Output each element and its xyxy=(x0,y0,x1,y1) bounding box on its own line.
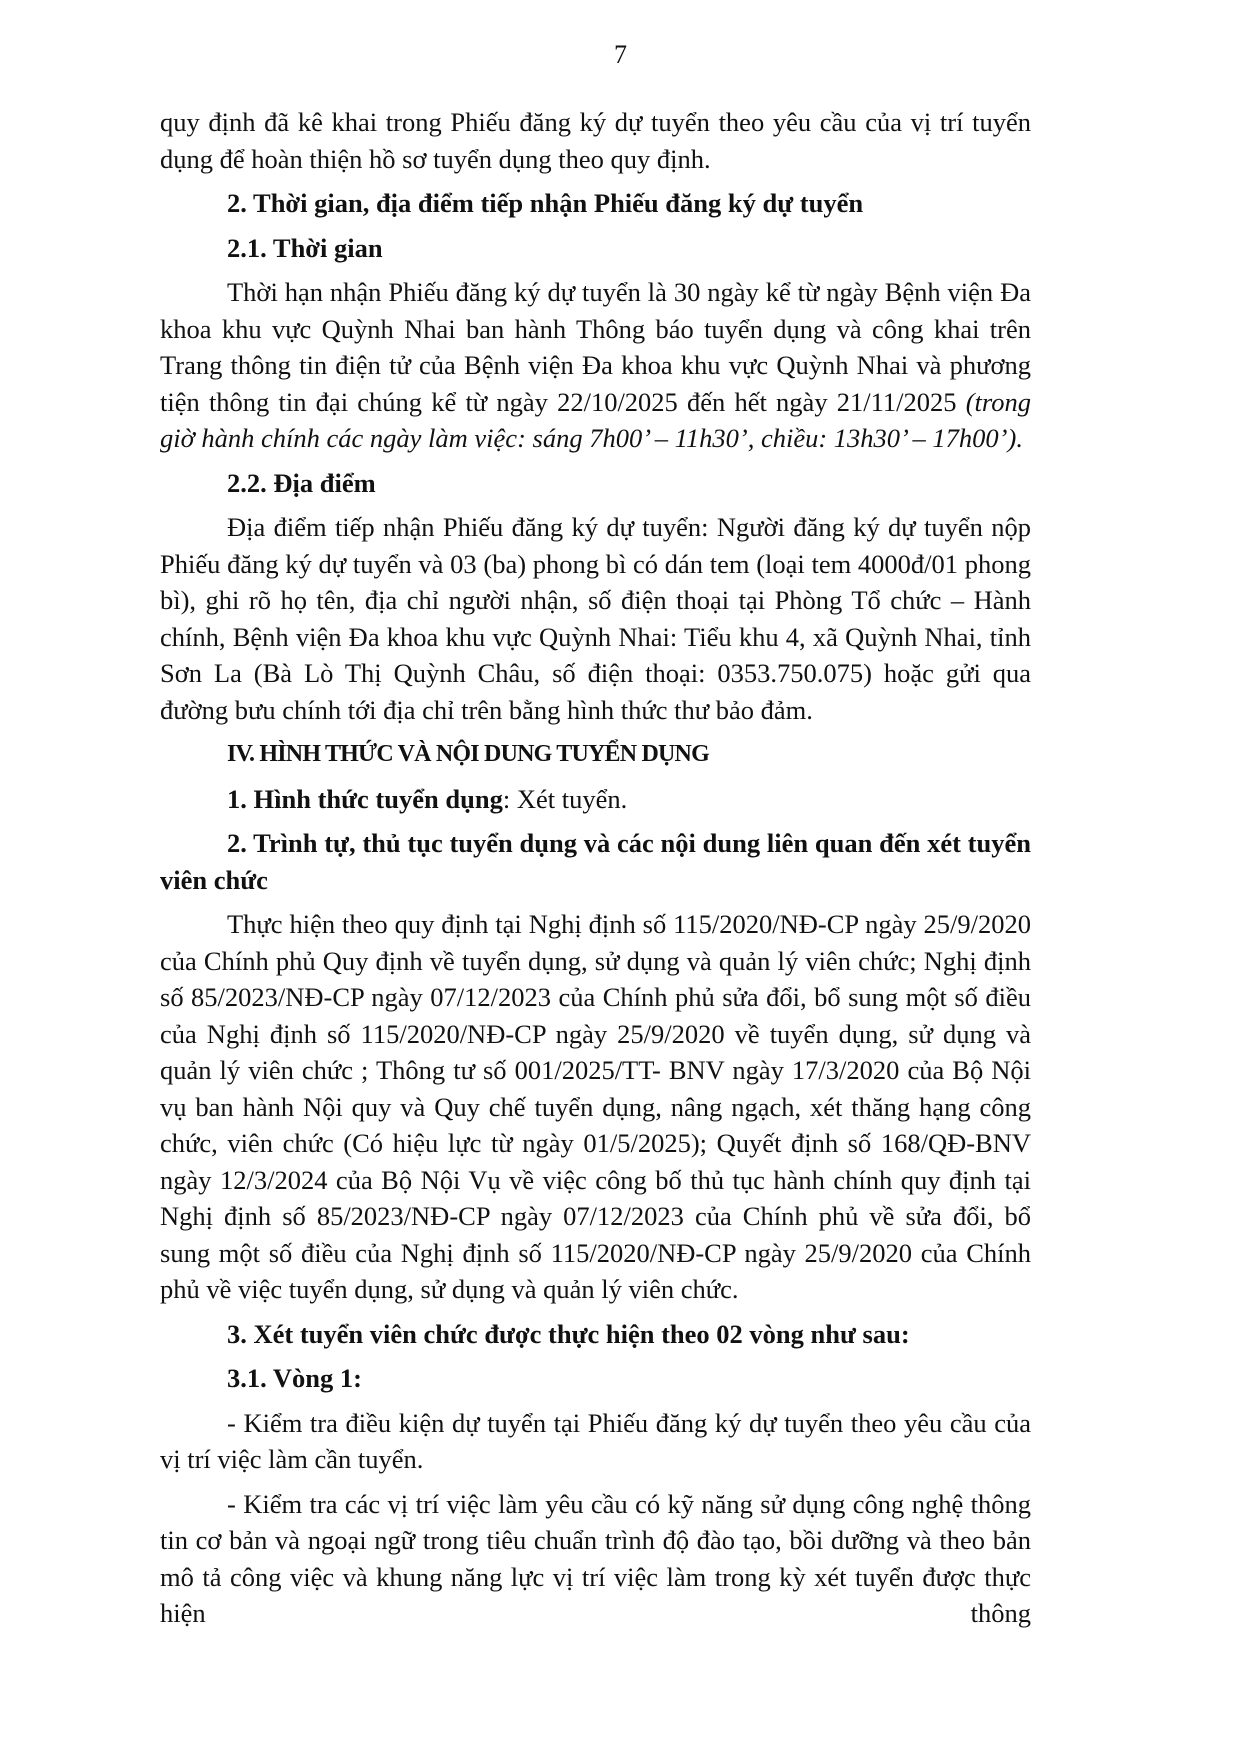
paragraph-time-main: Thời hạn nhận Phiếu đăng ký dự tuyển là 30 ngày kể từ ngày Bệnh viện Đa khoa khu vực Quỳnh Nhai ban hành Thông báo tuyển dụng và công khai trên Trang thông tin điện tử của Bệnh viện Đa khoa khu vực Quỳnh Nhai và phương tiện thông tin đại chúng kể từ ngày 22/10/2025 đến hết ngày 21/11/2025 xyxy=(160,277,1031,417)
heading-section-iv: IV. HÌNH THỨC VÀ NỘI DUNG TUYỂN DỤNG xyxy=(227,741,709,767)
paragraph-procedure: Thực hiện theo quy định tại Nghị định số 115/2020/NĐ-CP ngày 25/9/2020 của Chính phủ Quy định về tuyển dụng, sử dụng và quản lý viên chức; Nghị định số 85/2023/NĐ-CP ngày 07/12/2023 của Chính phủ sửa đổi, bổ sung một số điều của Nghị định số 115/2020/NĐ-CP ngày 25/9/2020 về tuyển dụng, sử dụng và quản lý viên chức ; Thông tư số 001/2025/TT- BNV ngày 17/3/2020 của Bộ Nội vụ ban hành Nội quy và Quy chế tuyển dụng, nâng ngạch, xét thăng hạng công chức, viên chức (Có hiệu lực từ ngày 01/5/2025); Quyết định số 168/QĐ-BNV ngày 12/3/2024 của Bộ Nội Vụ về việc công bố thủ tục hành chính quy định tại Nghị định số 85/2023/NĐ-CP ngày 07/12/2023 của Chính phủ về sửa đổi, bổ sung một số điều của Nghị định số 115/2020/NĐ-CP ngày 25/9/2020 của Chính phủ về việc tuyển dụng, sử dụng và quản lý viên chức. xyxy=(160,909,1031,1304)
paragraph-location: Địa điểm tiếp nhận Phiếu đăng ký dự tuyển: Người đăng ký dự tuyển nộp Phiếu đăng ký dự tuyển và 03 (ba) phong bì có dán tem (loại tem 4000đ/01 phong bì), ghi rõ họ tên, địa chỉ người nhận, số điện thoại tại Phòng Tổ chức – Hành chính, Bệnh viện Đa khoa khu vực Quỳnh Nhai: Tiểu khu 4, xã Quỳnh Nhai, tỉnh Sơn La (Bà Lò Thị Quỳnh Châu, số điện thoại: 0353.750.075) hoặc gửi qua đường bưu chính tới địa chỉ trên bằng hình thức thư bảo đảm. xyxy=(160,512,1031,725)
heading-3-rounds: 3. Xét tuyển viên chức được thực hiện theo 02 vòng như sau: xyxy=(227,1318,910,1349)
heading-2-2-location: 2.2. Địa điểm xyxy=(227,467,376,498)
heading-1-form xyxy=(160,781,1031,818)
heading-2-1-time: 2.1. Thời gian xyxy=(227,232,383,263)
page-number: 7 xyxy=(614,40,627,69)
heading-3-1-round-1: 3.1. Vòng 1: xyxy=(227,1363,362,1393)
heading-1-form-label: 1. Hình thức tuyển dụng xyxy=(227,783,503,814)
bullet-check-conditions: - Kiểm tra điều kiện dự tuyển tại Phiếu đăng ký dự tuyển theo yêu cầu của vị trí việc làm cần tuyển. xyxy=(160,1407,1031,1474)
bullet-check-skills: - Kiểm tra các vị trí việc làm yêu cầu có kỹ năng sử dụng công nghệ thông tin cơ bản và ngoại ngữ trong tiêu chuẩn trình độ đào tạo, bồi dưỡng và theo bản mô tả công việc và khung năng lực vị trí việc làm trong kỳ xét tuyển được thực hiện thông xyxy=(160,1488,1031,1628)
paragraph-time-hours: (trong giờ hành chính các ngày làm việc: sáng 7h00’ – 11h30’, chiều: 13h30’ – 17h00’). xyxy=(160,386,1031,453)
paragraph-continuation: quy định đã kê khai trong Phiếu đăng ký dự tuyển theo yêu cầu của vị trí tuyển dụng để hoàn thiện hồ sơ tuyển dụng theo quy định. xyxy=(160,107,1031,174)
paragraph-time xyxy=(160,274,1031,457)
document-body xyxy=(160,104,1031,1632)
heading-1-form-value: : Xét tuyển. xyxy=(502,783,628,814)
heading-2-procedure: 2. Trình tự, thủ tục tuyển dụng và các nội dung liên quan đến xét tuyển viên chức xyxy=(160,828,1031,895)
heading-2-time-location: 2. Thời gian, địa điểm tiếp nhận Phiếu đăng ký dự tuyển xyxy=(227,188,864,218)
